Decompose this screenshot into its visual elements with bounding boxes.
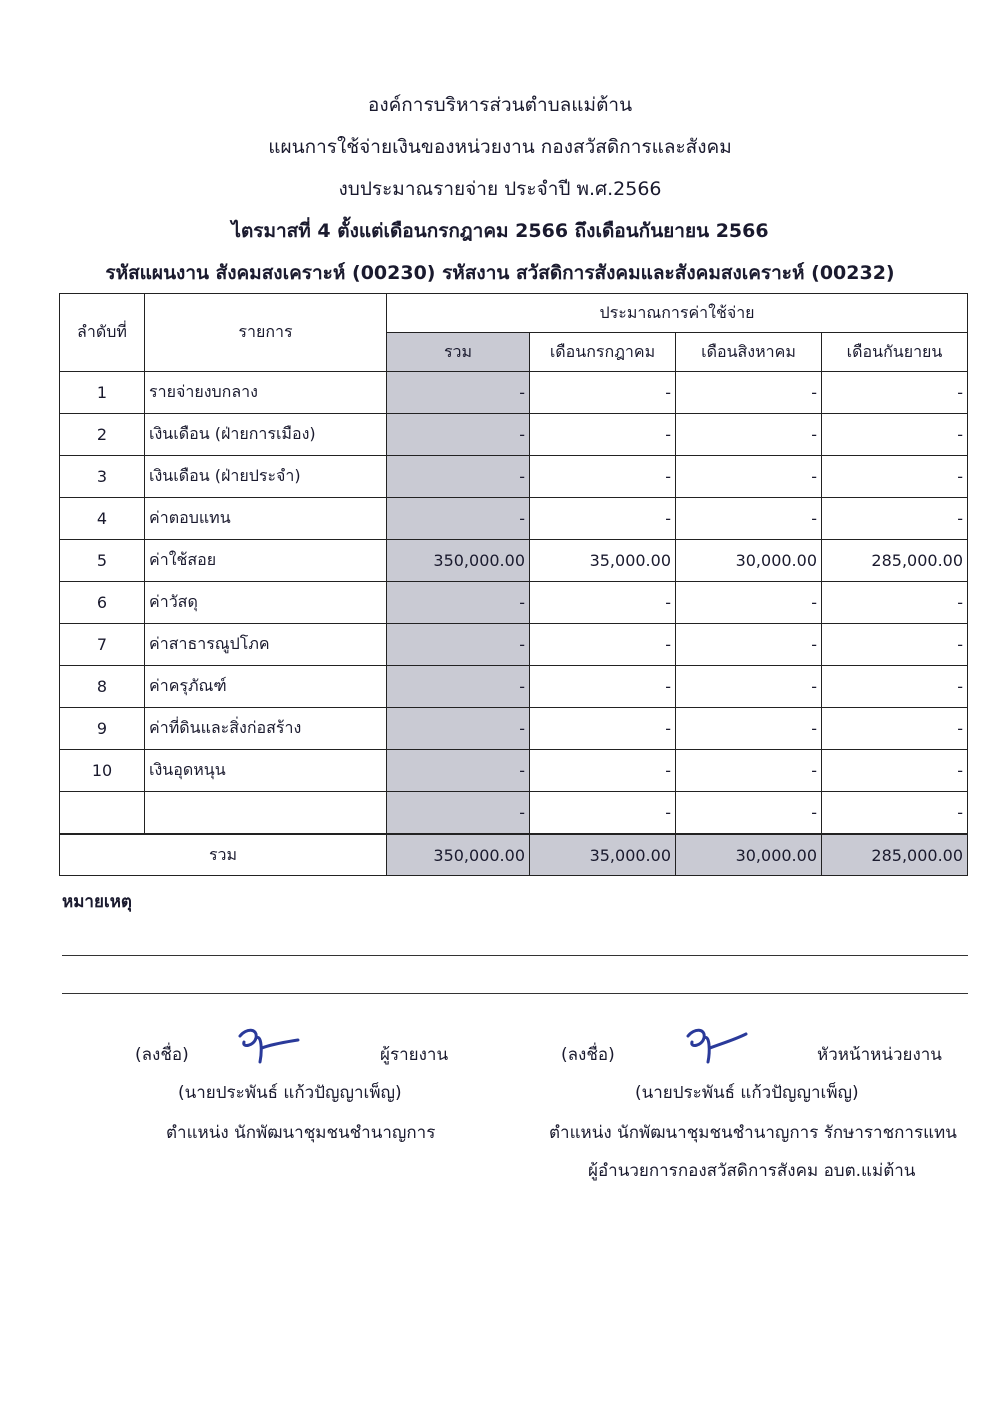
left-role: ผู้รายงาน <box>380 1045 449 1065</box>
row-total: - <box>387 498 530 540</box>
left-signature-mark <box>232 1018 302 1066</box>
row-m2: - <box>676 414 822 456</box>
codes-title: รหัสแผนงาน สังคมสงเคราะห์ (00230) รหัสงาน สวัสดิการสังคมและสังคมสงเคราะห์ (00232) <box>105 262 895 284</box>
row-m2: - <box>676 666 822 708</box>
row-m1: - <box>530 666 676 708</box>
table-row <box>60 666 968 708</box>
row-item: ค่าใช้สอย <box>145 540 387 582</box>
row-m2: - <box>676 582 822 624</box>
row-no: 9 <box>60 708 145 750</box>
table-row <box>60 498 968 540</box>
row-m1: - <box>530 792 676 835</box>
row-no: 5 <box>60 540 145 582</box>
row-m1: 35,000.00 <box>530 540 676 582</box>
row-total: - <box>387 792 530 835</box>
row-no: 7 <box>60 624 145 666</box>
left-name: (นายประพันธ์ แก้วปัญญาเพ็ญ) <box>178 1083 402 1103</box>
col-m1-header: เดือนกรกฎาคม <box>530 333 676 372</box>
col-m2-header: เดือนสิงหาคม <box>676 333 822 372</box>
row-total: 350,000.00 <box>387 540 530 582</box>
right-name: (นายประพันธ์ แก้วปัญญาเพ็ญ) <box>635 1083 859 1103</box>
row-total: - <box>387 456 530 498</box>
table-row <box>60 750 968 792</box>
row-m2: - <box>676 792 822 835</box>
row-no: 10 <box>60 750 145 792</box>
row-item: ค่าครุภัณฑ์ <box>145 666 387 708</box>
col-group-header: ประมาณการค่าใช้จ่าย <box>387 294 968 333</box>
table-row <box>60 792 968 835</box>
left-sign-prefix: (ลงชื่อ) <box>135 1045 189 1065</box>
row-m3: - <box>822 498 968 540</box>
row-m3: 285,000.00 <box>822 540 968 582</box>
row-total: - <box>387 372 530 414</box>
total-m2: 30,000.00 <box>676 834 822 876</box>
row-item: ค่าตอบแทน <box>145 498 387 540</box>
table-row <box>60 456 968 498</box>
row-m3: - <box>822 624 968 666</box>
total-sum: 350,000.00 <box>387 834 530 876</box>
row-m1: - <box>530 708 676 750</box>
row-m2: - <box>676 498 822 540</box>
right-sign-prefix: (ลงชื่อ) <box>561 1045 615 1065</box>
row-m3: - <box>822 666 968 708</box>
remark-line-1 <box>62 955 968 956</box>
table-row <box>60 540 968 582</box>
row-m3: - <box>822 582 968 624</box>
row-total: - <box>387 666 530 708</box>
row-m2: - <box>676 750 822 792</box>
org-title: องค์การบริหารส่วนตำบลแม่ต้าน <box>367 94 633 116</box>
row-no <box>60 792 145 835</box>
row-m1: - <box>530 624 676 666</box>
row-no: 4 <box>60 498 145 540</box>
remark-line-2 <box>62 993 968 994</box>
table-row <box>60 414 968 456</box>
right-role: หัวหน้าหน่วยงาน <box>817 1045 942 1065</box>
row-item: ค่าที่ดินและสิ่งก่อสร้าง <box>145 708 387 750</box>
table-row <box>60 624 968 666</box>
row-item: เงินอุดหนุน <box>145 750 387 792</box>
row-item: เงินเดือน (ฝ่ายประจำ) <box>145 456 387 498</box>
row-no: 8 <box>60 666 145 708</box>
right-position-2: ผู้อำนวยการกองสวัสดิการสังคม อบต.แม่ต้าน <box>588 1161 916 1181</box>
row-m3: - <box>822 792 968 835</box>
total-m3: 285,000.00 <box>822 834 968 876</box>
left-position: ตำแหน่ง นักพัฒนาชุมชนชำนาญการ <box>166 1123 436 1143</box>
row-item <box>145 792 387 835</box>
row-m1: - <box>530 498 676 540</box>
row-m2: - <box>676 708 822 750</box>
row-m1: - <box>530 582 676 624</box>
budget-title: งบประมาณรายจ่าย ประจำปี พ.ศ.2566 <box>338 178 662 200</box>
right-position: ตำแหน่ง นักพัฒนาชุมชนชำนาญการ รักษาราชการแทน <box>549 1123 957 1143</box>
col-m3-header: เดือนกันยายน <box>822 333 968 372</box>
row-m3: - <box>822 372 968 414</box>
total-row <box>60 834 968 876</box>
row-item: ค่าวัสดุ <box>145 582 387 624</box>
row-item: รายจ่ายงบกลาง <box>145 372 387 414</box>
row-m2: - <box>676 372 822 414</box>
row-total: - <box>387 414 530 456</box>
row-m3: - <box>822 708 968 750</box>
row-m2: 30,000.00 <box>676 540 822 582</box>
table-row <box>60 372 968 414</box>
row-m3: - <box>822 456 968 498</box>
row-m1: - <box>530 372 676 414</box>
row-m2: - <box>676 624 822 666</box>
total-m1: 35,000.00 <box>530 834 676 876</box>
row-no: 3 <box>60 456 145 498</box>
row-total: - <box>387 750 530 792</box>
table-body <box>60 372 968 876</box>
row-m3: - <box>822 750 968 792</box>
row-m1: - <box>530 414 676 456</box>
right-signature-mark <box>680 1018 750 1066</box>
table-row <box>60 582 968 624</box>
row-no: 1 <box>60 372 145 414</box>
total-label: รวม <box>60 834 387 876</box>
plan-title: แผนการใช้จ่ายเงินของหน่วยงาน กองสวัสดิการและสังคม <box>268 136 732 158</box>
budget-table <box>59 293 968 876</box>
quarter-title: ไตรมาสที่ 4 ตั้งแต่เดือนกรกฎาคม 2566 ถึงเดือนกันยายน 2566 <box>231 220 769 242</box>
row-total: - <box>387 708 530 750</box>
row-item: เงินเดือน (ฝ่ายการเมือง) <box>145 414 387 456</box>
row-no: 2 <box>60 414 145 456</box>
col-no-header: ลำดับที่ <box>60 294 145 372</box>
row-m3: - <box>822 414 968 456</box>
remark-label: หมายเหตุ <box>62 892 132 912</box>
row-total: - <box>387 582 530 624</box>
row-total: - <box>387 624 530 666</box>
col-item-header: รายการ <box>145 294 387 372</box>
row-no: 6 <box>60 582 145 624</box>
row-item: ค่าสาธารณูปโภค <box>145 624 387 666</box>
row-m1: - <box>530 456 676 498</box>
table-row <box>60 708 968 750</box>
row-m2: - <box>676 456 822 498</box>
col-total-header: รวม <box>387 333 530 372</box>
row-m1: - <box>530 750 676 792</box>
